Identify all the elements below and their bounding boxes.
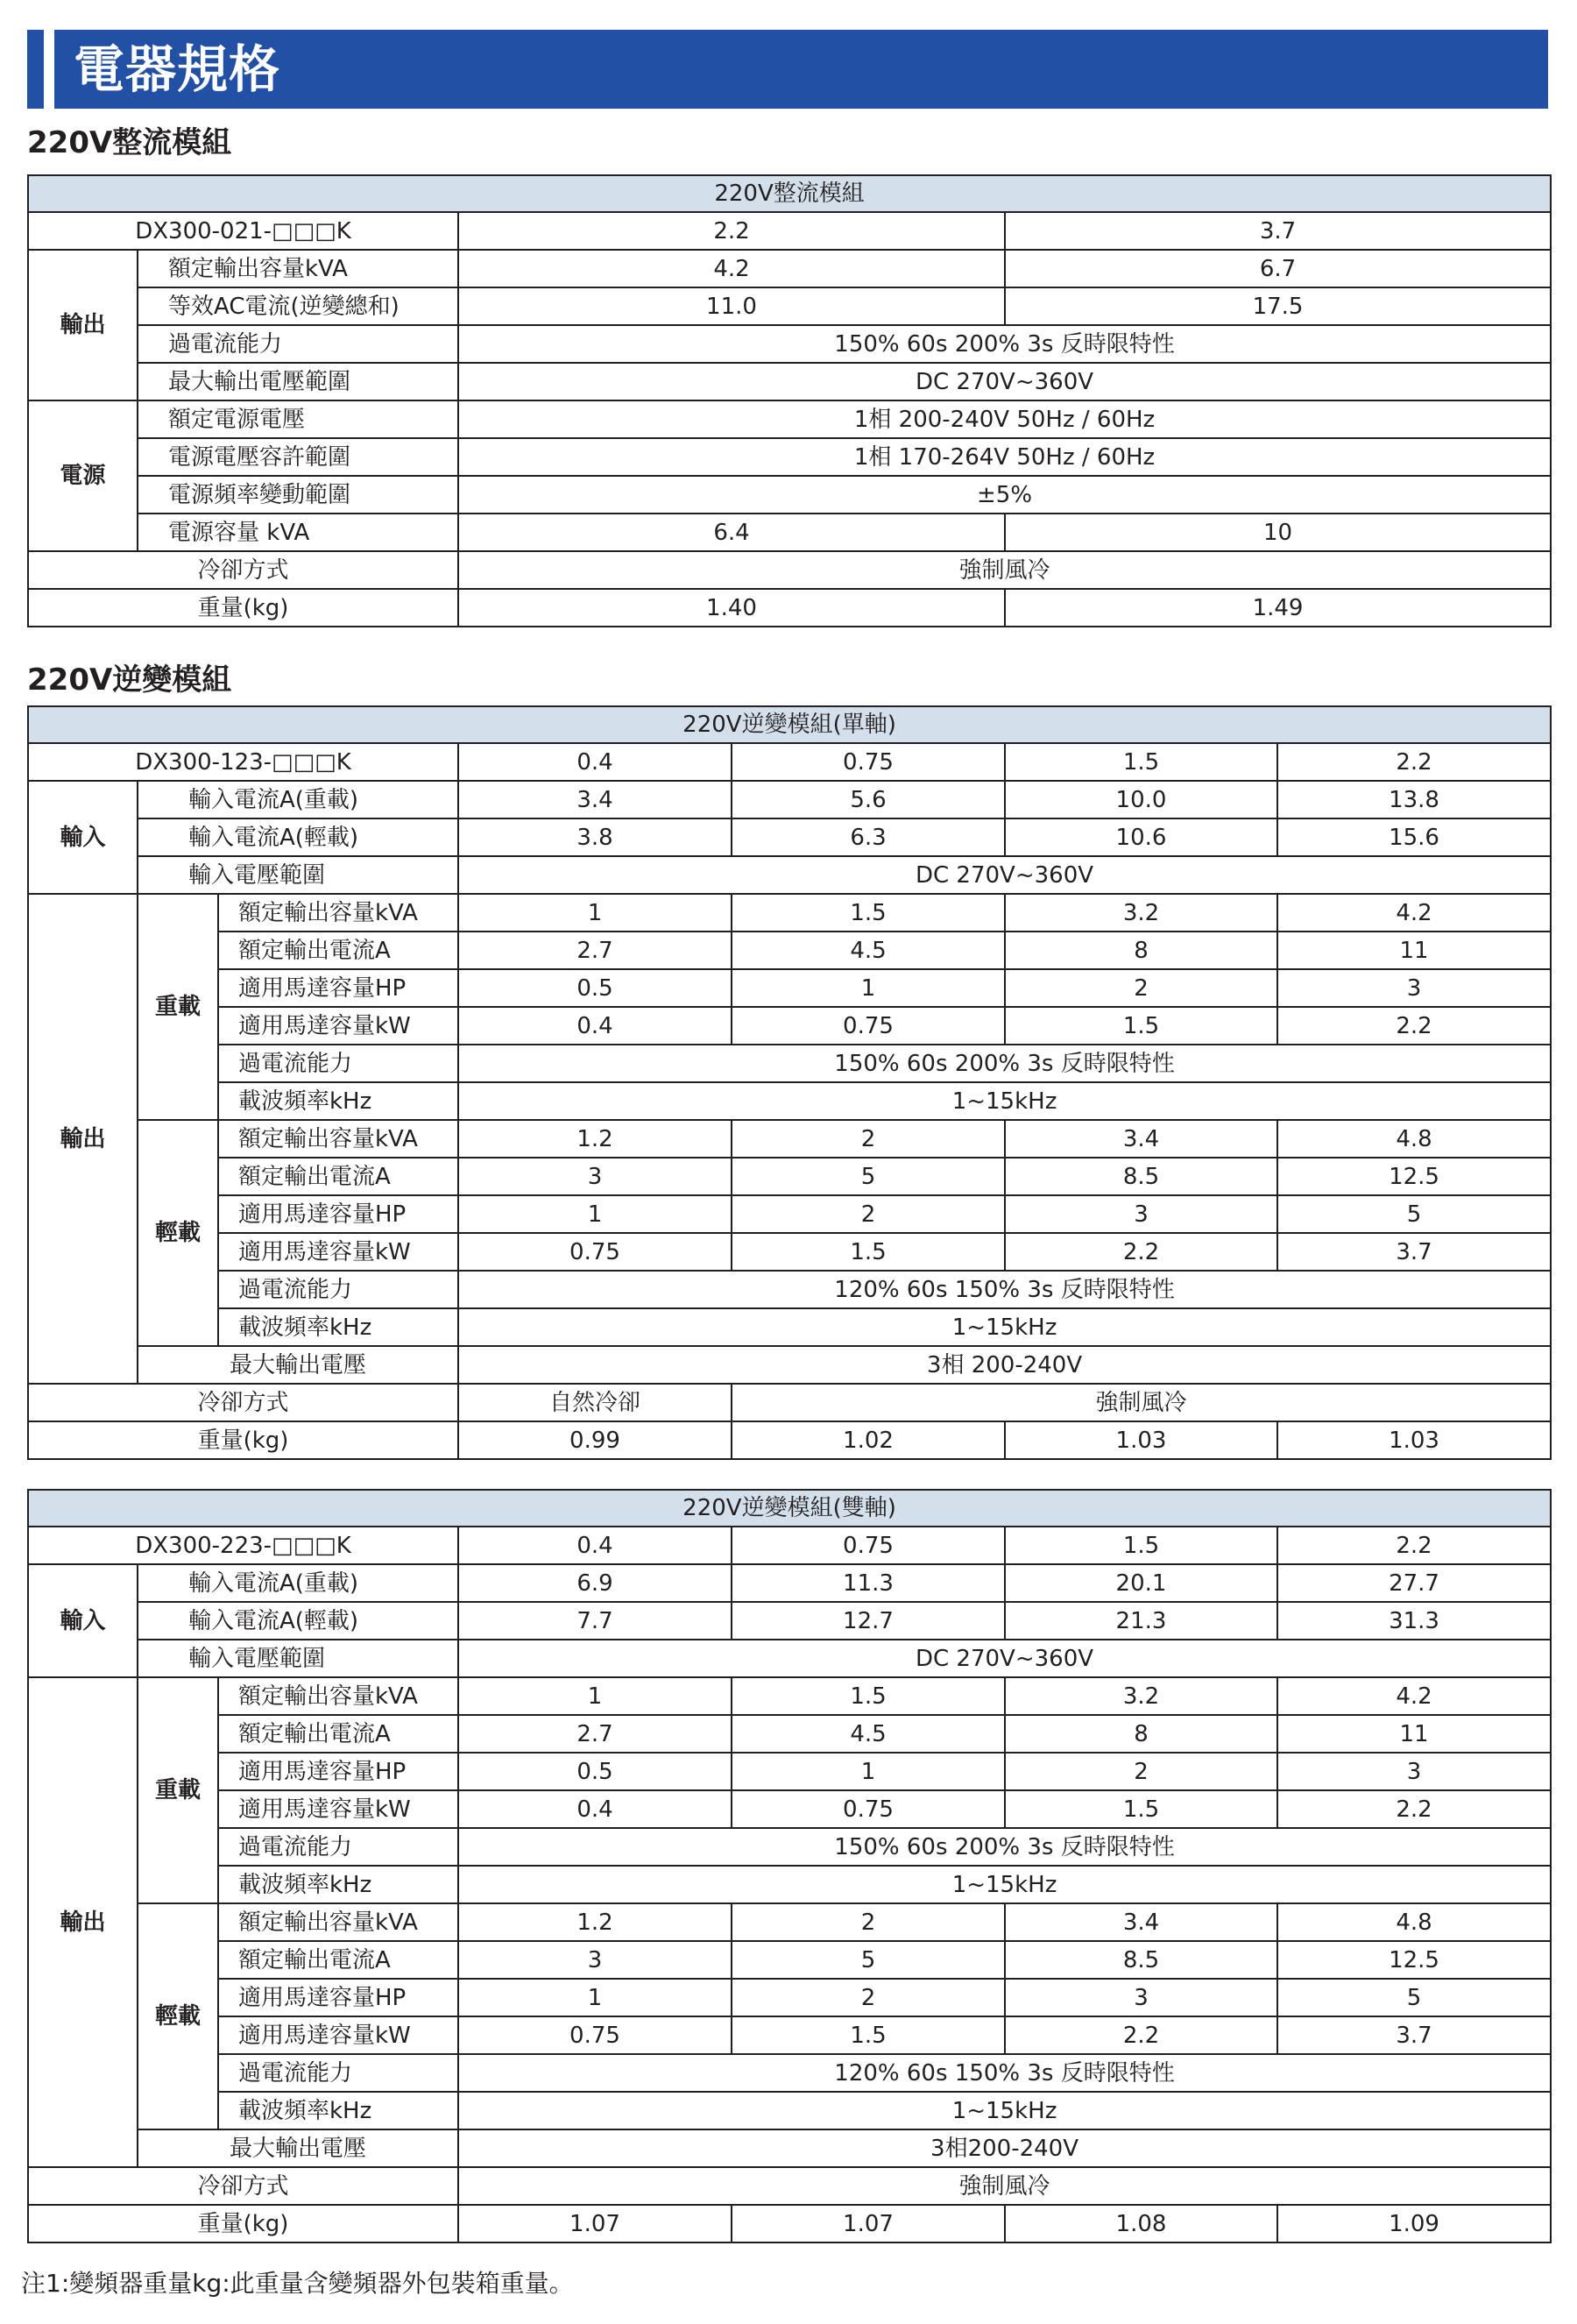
cell-value: 4.2: [1277, 1677, 1551, 1715]
cell-value: 3.7: [1277, 2016, 1551, 2054]
cell-value: 0.4: [458, 1007, 732, 1045]
cell-value: 10.6: [1005, 818, 1277, 856]
cell-value: 1.5: [732, 894, 1005, 932]
row-label: 載波頻率kHz: [218, 1082, 458, 1120]
cell-value: 7.7: [458, 1602, 732, 1640]
cell-value: 8.5: [1005, 1941, 1277, 1979]
cell-value: 2.2: [1005, 2016, 1277, 2054]
table-row: [28, 2016, 1551, 2054]
cell-value: 1.5: [732, 1677, 1005, 1715]
group-label-light: 輕載: [138, 1120, 218, 1346]
table-row: [28, 1602, 1551, 1640]
merged-value: 強制風冷: [458, 551, 1551, 589]
table-row-max-voltage: [28, 2129, 1551, 2167]
row-label: 電源電壓容許範圍: [138, 438, 458, 476]
table-row: [28, 1828, 1551, 1866]
row-label: 冷卻方式: [28, 2167, 458, 2205]
cell-value: 1.07: [458, 2205, 732, 2243]
rectifier-spec-table: [27, 174, 1552, 627]
cell-value: 3.8: [458, 818, 732, 856]
model-value: 2.2: [1277, 1527, 1551, 1564]
model-value: 0.75: [732, 1527, 1005, 1564]
cell-value: 1.49: [1005, 589, 1551, 627]
cell-value: 1.03: [1005, 1421, 1277, 1459]
cell-value: 11: [1277, 1715, 1551, 1753]
table-row: [28, 1866, 1551, 1903]
cell-value: 4.5: [732, 932, 1005, 969]
table-row: [28, 250, 1551, 287]
table-row-cooling: [28, 551, 1551, 589]
table-row: [28, 1753, 1551, 1790]
table-header: 220V整流模組: [28, 175, 1551, 212]
cell-value: 21.3: [1005, 1602, 1277, 1640]
table-row: [28, 514, 1551, 551]
cell-value: 8: [1005, 1715, 1277, 1753]
table-row-max-voltage: [28, 1346, 1551, 1384]
cell-value: 4.8: [1277, 1120, 1551, 1158]
table-row: [28, 1045, 1551, 1082]
cell-value: 2: [732, 1195, 1005, 1233]
group-label-input: 輸入: [28, 781, 138, 894]
row-label: 額定輸出容量kVA: [218, 1677, 458, 1715]
table-row: [28, 1158, 1551, 1195]
cell-value: 11.3: [732, 1564, 1005, 1602]
table-row: [28, 2092, 1551, 2129]
row-label: 適用馬達容量HP: [218, 969, 458, 1007]
row-label: 重量(kg): [28, 2205, 458, 2243]
cell-value: 2.2: [1005, 1233, 1277, 1271]
inverter-single-spec-table: [27, 705, 1552, 1460]
model-value: 0.4: [458, 1527, 732, 1564]
cell-value: 1: [458, 1195, 732, 1233]
table-row: [28, 1790, 1551, 1828]
cell-value: 0.4: [458, 1790, 732, 1828]
row-label: 冷卻方式: [28, 551, 458, 589]
table-row: [28, 969, 1551, 1007]
cell-value: 2.7: [458, 932, 732, 969]
row-label: 載波頻率kHz: [218, 1866, 458, 1903]
table-header-row: [28, 706, 1551, 743]
cell-value: 3: [458, 1158, 732, 1195]
cell-value: 0.75: [458, 1233, 732, 1271]
table-row-model: [28, 212, 1551, 250]
table-header-row: [28, 175, 1551, 212]
cell-value: 3.4: [1005, 1903, 1277, 1941]
page-banner: [54, 30, 1548, 109]
model-value: 1.5: [1005, 1527, 1277, 1564]
merged-value: 1~15kHz: [458, 2092, 1551, 2129]
merged-value: 1相 200-240V 50Hz / 60Hz: [458, 400, 1551, 438]
cell-value: 1: [458, 894, 732, 932]
table-row: [28, 2054, 1551, 2092]
table-row-cooling: [28, 1384, 1551, 1421]
row-label: 額定輸出電流A: [218, 1941, 458, 1979]
merged-value: 120% 60s 150% 3s 反時限特性: [458, 1271, 1551, 1308]
group-label-heavy: 重載: [138, 894, 218, 1120]
cell-value: 3: [1005, 1195, 1277, 1233]
table-row-weight: [28, 1421, 1551, 1459]
model-value: 3.7: [1005, 212, 1551, 250]
row-label: 過電流能力: [138, 325, 458, 363]
row-label: 適用馬達容量kW: [218, 1790, 458, 1828]
merged-value: 150% 60s 200% 3s 反時限特性: [458, 1045, 1551, 1082]
table-row: [28, 1677, 1551, 1715]
row-label: 輸入電流A(重載): [138, 1564, 458, 1602]
cell-value: 31.3: [1277, 1602, 1551, 1640]
table-header: 220V逆變模組(單軸): [28, 706, 1551, 743]
cell-value: 17.5: [1005, 287, 1551, 325]
page-title: 電器規格: [74, 39, 281, 99]
model-value: 2.2: [458, 212, 1005, 250]
model-label: DX300-021-□□□K: [28, 212, 458, 250]
table-row: [28, 476, 1551, 514]
table-row: [28, 287, 1551, 325]
group-label-light: 輕載: [138, 1903, 218, 2129]
cell-value: 12.5: [1277, 1941, 1551, 1979]
merged-value: 120% 60s 150% 3s 反時限特性: [458, 2054, 1551, 2092]
table-row: [28, 932, 1551, 969]
cell-value: 0.5: [458, 1753, 732, 1790]
cell-value: 11.0: [458, 287, 1005, 325]
row-label: 額定輸出電流A: [218, 1715, 458, 1753]
cell-value: 0.75: [732, 1790, 1005, 1828]
table-row-weight: [28, 589, 1551, 627]
table-row: [28, 1903, 1551, 1941]
cell-value: 5: [732, 1941, 1005, 1979]
group-label-output: 輸出: [28, 894, 138, 1384]
cell-value: 1: [458, 1979, 732, 2016]
table-row: [28, 400, 1551, 438]
row-label: 電源容量 kVA: [138, 514, 458, 551]
cell-value: 1: [732, 1753, 1005, 1790]
cell-value: 1.40: [458, 589, 1005, 627]
cell-value: 2: [732, 1979, 1005, 2016]
cell-value: 4.2: [458, 250, 1005, 287]
row-label: 最大輸出電壓: [138, 1346, 458, 1384]
table-row: [28, 325, 1551, 363]
row-label: 適用馬達容量kW: [218, 1007, 458, 1045]
cell-value: 1.2: [458, 1120, 732, 1158]
row-label: 輸入電流A(輕載): [138, 1602, 458, 1640]
table-header-row: [28, 1490, 1551, 1527]
row-label: 載波頻率kHz: [218, 1308, 458, 1346]
row-label: 最大輸出電壓範圍: [138, 363, 458, 400]
cell-value: 3.4: [458, 781, 732, 818]
merged-value: 1相 170-264V 50Hz / 60Hz: [458, 438, 1551, 476]
model-value: 2.2: [1277, 743, 1551, 781]
merged-value: 3相 200-240V: [458, 1346, 1551, 1384]
row-label: 等效AC電流(逆變總和): [138, 287, 458, 325]
table-row-cooling: [28, 2167, 1551, 2205]
merged-value: DC 270V~360V: [458, 1640, 1551, 1677]
row-label: 過電流能力: [218, 1271, 458, 1308]
cell-value: 11: [1277, 932, 1551, 969]
table-row: [28, 1979, 1551, 2016]
cell-value: 2.2: [1277, 1790, 1551, 1828]
row-label: 冷卻方式: [28, 1384, 458, 1421]
cell-value: 2: [1005, 969, 1277, 1007]
row-label: 額定輸出電流A: [218, 1158, 458, 1195]
cell-value: 2.2: [1277, 1007, 1551, 1045]
table-row: [28, 818, 1551, 856]
table-row: [28, 1308, 1551, 1346]
cell-value: 3: [458, 1941, 732, 1979]
table-row: [28, 856, 1551, 894]
cell-value: 5: [1277, 1195, 1551, 1233]
merged-value: DC 270V~360V: [458, 856, 1551, 894]
group-label-output: 輸出: [28, 250, 138, 400]
table-row-weight: [28, 2205, 1551, 2243]
cell-value: 1.5: [732, 2016, 1005, 2054]
model-value: 0.75: [732, 743, 1005, 781]
cell-value: 1: [732, 969, 1005, 1007]
group-label-input: 輸入: [28, 1564, 138, 1677]
cell-value: 6.9: [458, 1564, 732, 1602]
row-label: 額定輸出容量kVA: [218, 1120, 458, 1158]
cell-value: 27.7: [1277, 1564, 1551, 1602]
row-label: 重量(kg): [28, 589, 458, 627]
cell-value: 4.8: [1277, 1903, 1551, 1941]
merged-value: 1~15kHz: [458, 1866, 1551, 1903]
row-label: 適用馬達容量HP: [218, 1979, 458, 2016]
cell-value: 5: [1277, 1979, 1551, 2016]
model-label: DX300-223-□□□K: [28, 1527, 458, 1564]
cell-value: 3.4: [1005, 1120, 1277, 1158]
cell-value: 12.5: [1277, 1158, 1551, 1195]
table-row: [28, 1941, 1551, 1979]
cell-value: 13.8: [1277, 781, 1551, 818]
group-label-power: 電源: [28, 400, 138, 551]
cell-value: 8.5: [1005, 1158, 1277, 1195]
row-label: 輸入電壓範圍: [138, 1640, 458, 1677]
model-label: DX300-123-□□□K: [28, 743, 458, 781]
model-value: 1.5: [1005, 743, 1277, 781]
cell-value: 2: [732, 1120, 1005, 1158]
merged-value: 1~15kHz: [458, 1308, 1551, 1346]
cell-value: 1.08: [1005, 2205, 1277, 2243]
table-row: [28, 1564, 1551, 1602]
table-row: [28, 1271, 1551, 1308]
merged-value: 150% 60s 200% 3s 反時限特性: [458, 325, 1551, 363]
table-row: [28, 1007, 1551, 1045]
table-row: [28, 1715, 1551, 1753]
row-label: 輸入電流A(重載): [138, 781, 458, 818]
cell-value: 8: [1005, 932, 1277, 969]
cell-value: 3: [1277, 1753, 1551, 1790]
model-value: 0.4: [458, 743, 732, 781]
group-label-heavy: 重載: [138, 1677, 218, 1903]
table-row: [28, 781, 1551, 818]
cell-value: 1.09: [1277, 2205, 1551, 2243]
cell-value: 0.5: [458, 969, 732, 1007]
table-row: [28, 894, 1551, 932]
group-label-output: 輸出: [28, 1677, 138, 2167]
row-label: 載波頻率kHz: [218, 2092, 458, 2129]
cell-value: 1.5: [732, 1233, 1005, 1271]
merged-value: DC 270V~360V: [458, 363, 1551, 400]
row-label: 額定電源電壓: [138, 400, 458, 438]
cell-value: 5: [732, 1158, 1005, 1195]
cell-value: 1.02: [732, 1421, 1005, 1459]
row-label: 額定輸出容量kVA: [218, 1903, 458, 1941]
row-label: 電源頻率變動範圍: [138, 476, 458, 514]
cell-value: 10.0: [1005, 781, 1277, 818]
row-label: 額定輸出容量kVA: [218, 894, 458, 932]
inverter-dual-spec-table: [27, 1489, 1552, 2243]
table-header: 220V逆變模組(雙軸): [28, 1490, 1551, 1527]
cell-value: 6.3: [732, 818, 1005, 856]
footnote: 注1:變頻器重量kg:此重量含變頻器外包裝箱重量。: [21, 2269, 574, 2298]
row-label: 額定輸出電流A: [218, 932, 458, 969]
cell-value: 4.5: [732, 1715, 1005, 1753]
cell-value: 1.07: [732, 2205, 1005, 2243]
merged-value: 3相200-240V: [458, 2129, 1551, 2167]
table-row-model: [28, 1527, 1551, 1564]
table-row: [28, 1233, 1551, 1271]
section-title-rectifier: 220V整流模組: [27, 125, 232, 160]
row-label: 輸入電流A(輕載): [138, 818, 458, 856]
cell-value: 1.03: [1277, 1421, 1551, 1459]
row-label: 過電流能力: [218, 2054, 458, 2092]
row-label: 輸入電壓範圍: [138, 856, 458, 894]
cell-value: 0.99: [458, 1421, 732, 1459]
cell-value: 6.4: [458, 514, 1005, 551]
cell-value: 12.7: [732, 1602, 1005, 1640]
cell-value: 1.5: [1005, 1790, 1277, 1828]
cell-value: 1: [458, 1677, 732, 1715]
merged-value: 強制風冷: [458, 2167, 1551, 2205]
row-label: 額定輸出容量kVA: [138, 250, 458, 287]
merged-value: 強制風冷: [732, 1384, 1551, 1421]
cell-value: 3: [1005, 1979, 1277, 2016]
table-row: [28, 1195, 1551, 1233]
row-label: 適用馬達容量HP: [218, 1753, 458, 1790]
cell-value: 1.5: [1005, 1007, 1277, 1045]
cell-value: 4.2: [1277, 894, 1551, 932]
cell-value: 15.6: [1277, 818, 1551, 856]
merged-value: ±5%: [458, 476, 1551, 514]
table-row: [28, 1120, 1551, 1158]
table-row: [28, 1082, 1551, 1120]
cell-value: 2.7: [458, 1715, 732, 1753]
row-label: 適用馬達容量kW: [218, 1233, 458, 1271]
cell-value: 0.75: [458, 2016, 732, 2054]
table-row: [28, 363, 1551, 400]
banner-accent-bar: [27, 30, 44, 109]
table-row: [28, 438, 1551, 476]
cell-value: 1.2: [458, 1903, 732, 1941]
table-row: [28, 1640, 1551, 1677]
row-label: 重量(kg): [28, 1421, 458, 1459]
cell-value: 0.75: [732, 1007, 1005, 1045]
row-label: 過電流能力: [218, 1045, 458, 1082]
cell-value: 自然冷卻: [458, 1384, 732, 1421]
merged-value: 150% 60s 200% 3s 反時限特性: [458, 1828, 1551, 1866]
cell-value: 2: [1005, 1753, 1277, 1790]
cell-value: 3: [1277, 969, 1551, 1007]
cell-value: 6.7: [1005, 250, 1551, 287]
table-row-model: [28, 743, 1551, 781]
section-title-inverter: 220V逆變模組: [27, 662, 232, 698]
cell-value: 20.1: [1005, 1564, 1277, 1602]
row-label: 最大輸出電壓: [138, 2129, 458, 2167]
cell-value: 2: [732, 1903, 1005, 1941]
row-label: 適用馬達容量HP: [218, 1195, 458, 1233]
row-label: 適用馬達容量kW: [218, 2016, 458, 2054]
merged-value: 1~15kHz: [458, 1082, 1551, 1120]
cell-value: 3.7: [1277, 1233, 1551, 1271]
cell-value: 3.2: [1005, 894, 1277, 932]
cell-value: 10: [1005, 514, 1551, 551]
row-label: 過電流能力: [218, 1828, 458, 1866]
cell-value: 5.6: [732, 781, 1005, 818]
cell-value: 3.2: [1005, 1677, 1277, 1715]
